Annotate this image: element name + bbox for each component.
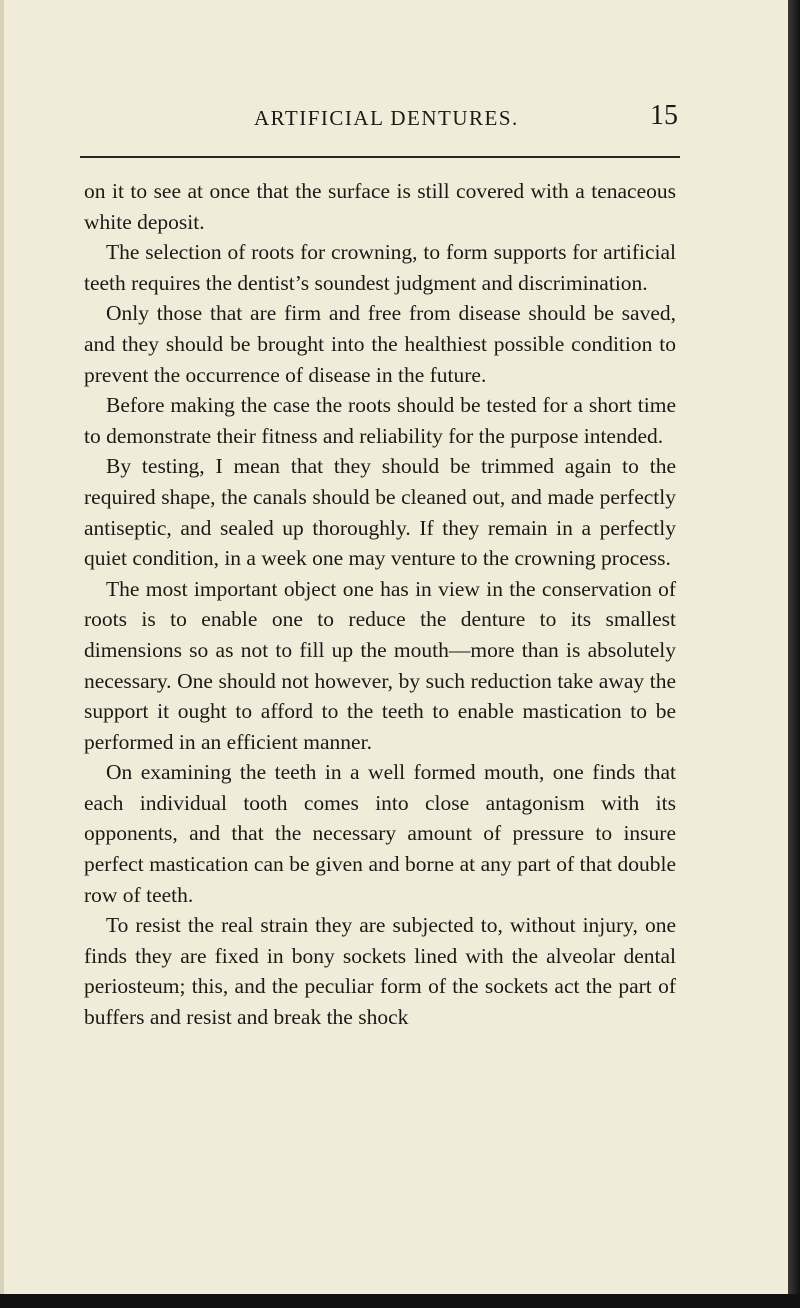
paragraph-4: Before making the case the roots should be tested for a short time to demonstrate their fitness and reliability for the purpose intended.: [84, 393, 676, 448]
paragraph-6: The most important object one has in view in the conservation of roots is to enable one to reduce the denture to its smallest dimensions so as not to fill up the mouth—more than is absolutely necessary. One should not however, by such reduction take away the support it ought to afford to the teeth to enable mastication to be performed in an efficient manner.: [84, 576, 676, 754]
paragraph-1: on it to see at once that the surface is still covered with a tenaceous white deposit.: [84, 179, 676, 234]
paragraph-7: On examining the teeth in a well formed mouth, one finds that each individual tooth comes into close antagonism with its opponents, and that the necessary amount of pressure to insure perfect mastication can be given and borne at any part of that double row of teeth.: [84, 760, 676, 907]
paragraph-3: Only those that are firm and free from disease should be saved, and they should be brought into the healthiest possible condition to prevent the occurrence of disease in the future.: [84, 301, 676, 387]
paragraph-2: The selection of roots for crowning, to form supports for artificial teeth requires the dentist’s soundest judgment and discrimination.: [84, 240, 676, 295]
paragraph-5: By testing, I mean that they should be trimmed again to the required shape, the canals should be cleaned out, and made perfectly antiseptic, and sealed up thoroughly. If they remain in a perfectly quiet condition, in a week one may venture to the crowning process.: [84, 454, 676, 571]
running-head-title: ARTIFICIAL DENTURES.: [254, 106, 519, 130]
page-number: 15: [650, 100, 678, 131]
body-text: [84, 176, 676, 1033]
running-head: [100, 100, 680, 142]
paragraph-8: To resist the real strain they are subjected to, without injury, one finds they are fixed in bony sockets lined with the alveolar dental periosteum; this, and the peculiar form of the sockets act the part of buffers and resist and break the shock: [84, 913, 676, 1030]
header-rule: [80, 156, 680, 158]
page-left-edge: [0, 0, 4, 1294]
page-right-edge: [788, 0, 800, 1308]
page-bottom-edge: [0, 1294, 800, 1308]
